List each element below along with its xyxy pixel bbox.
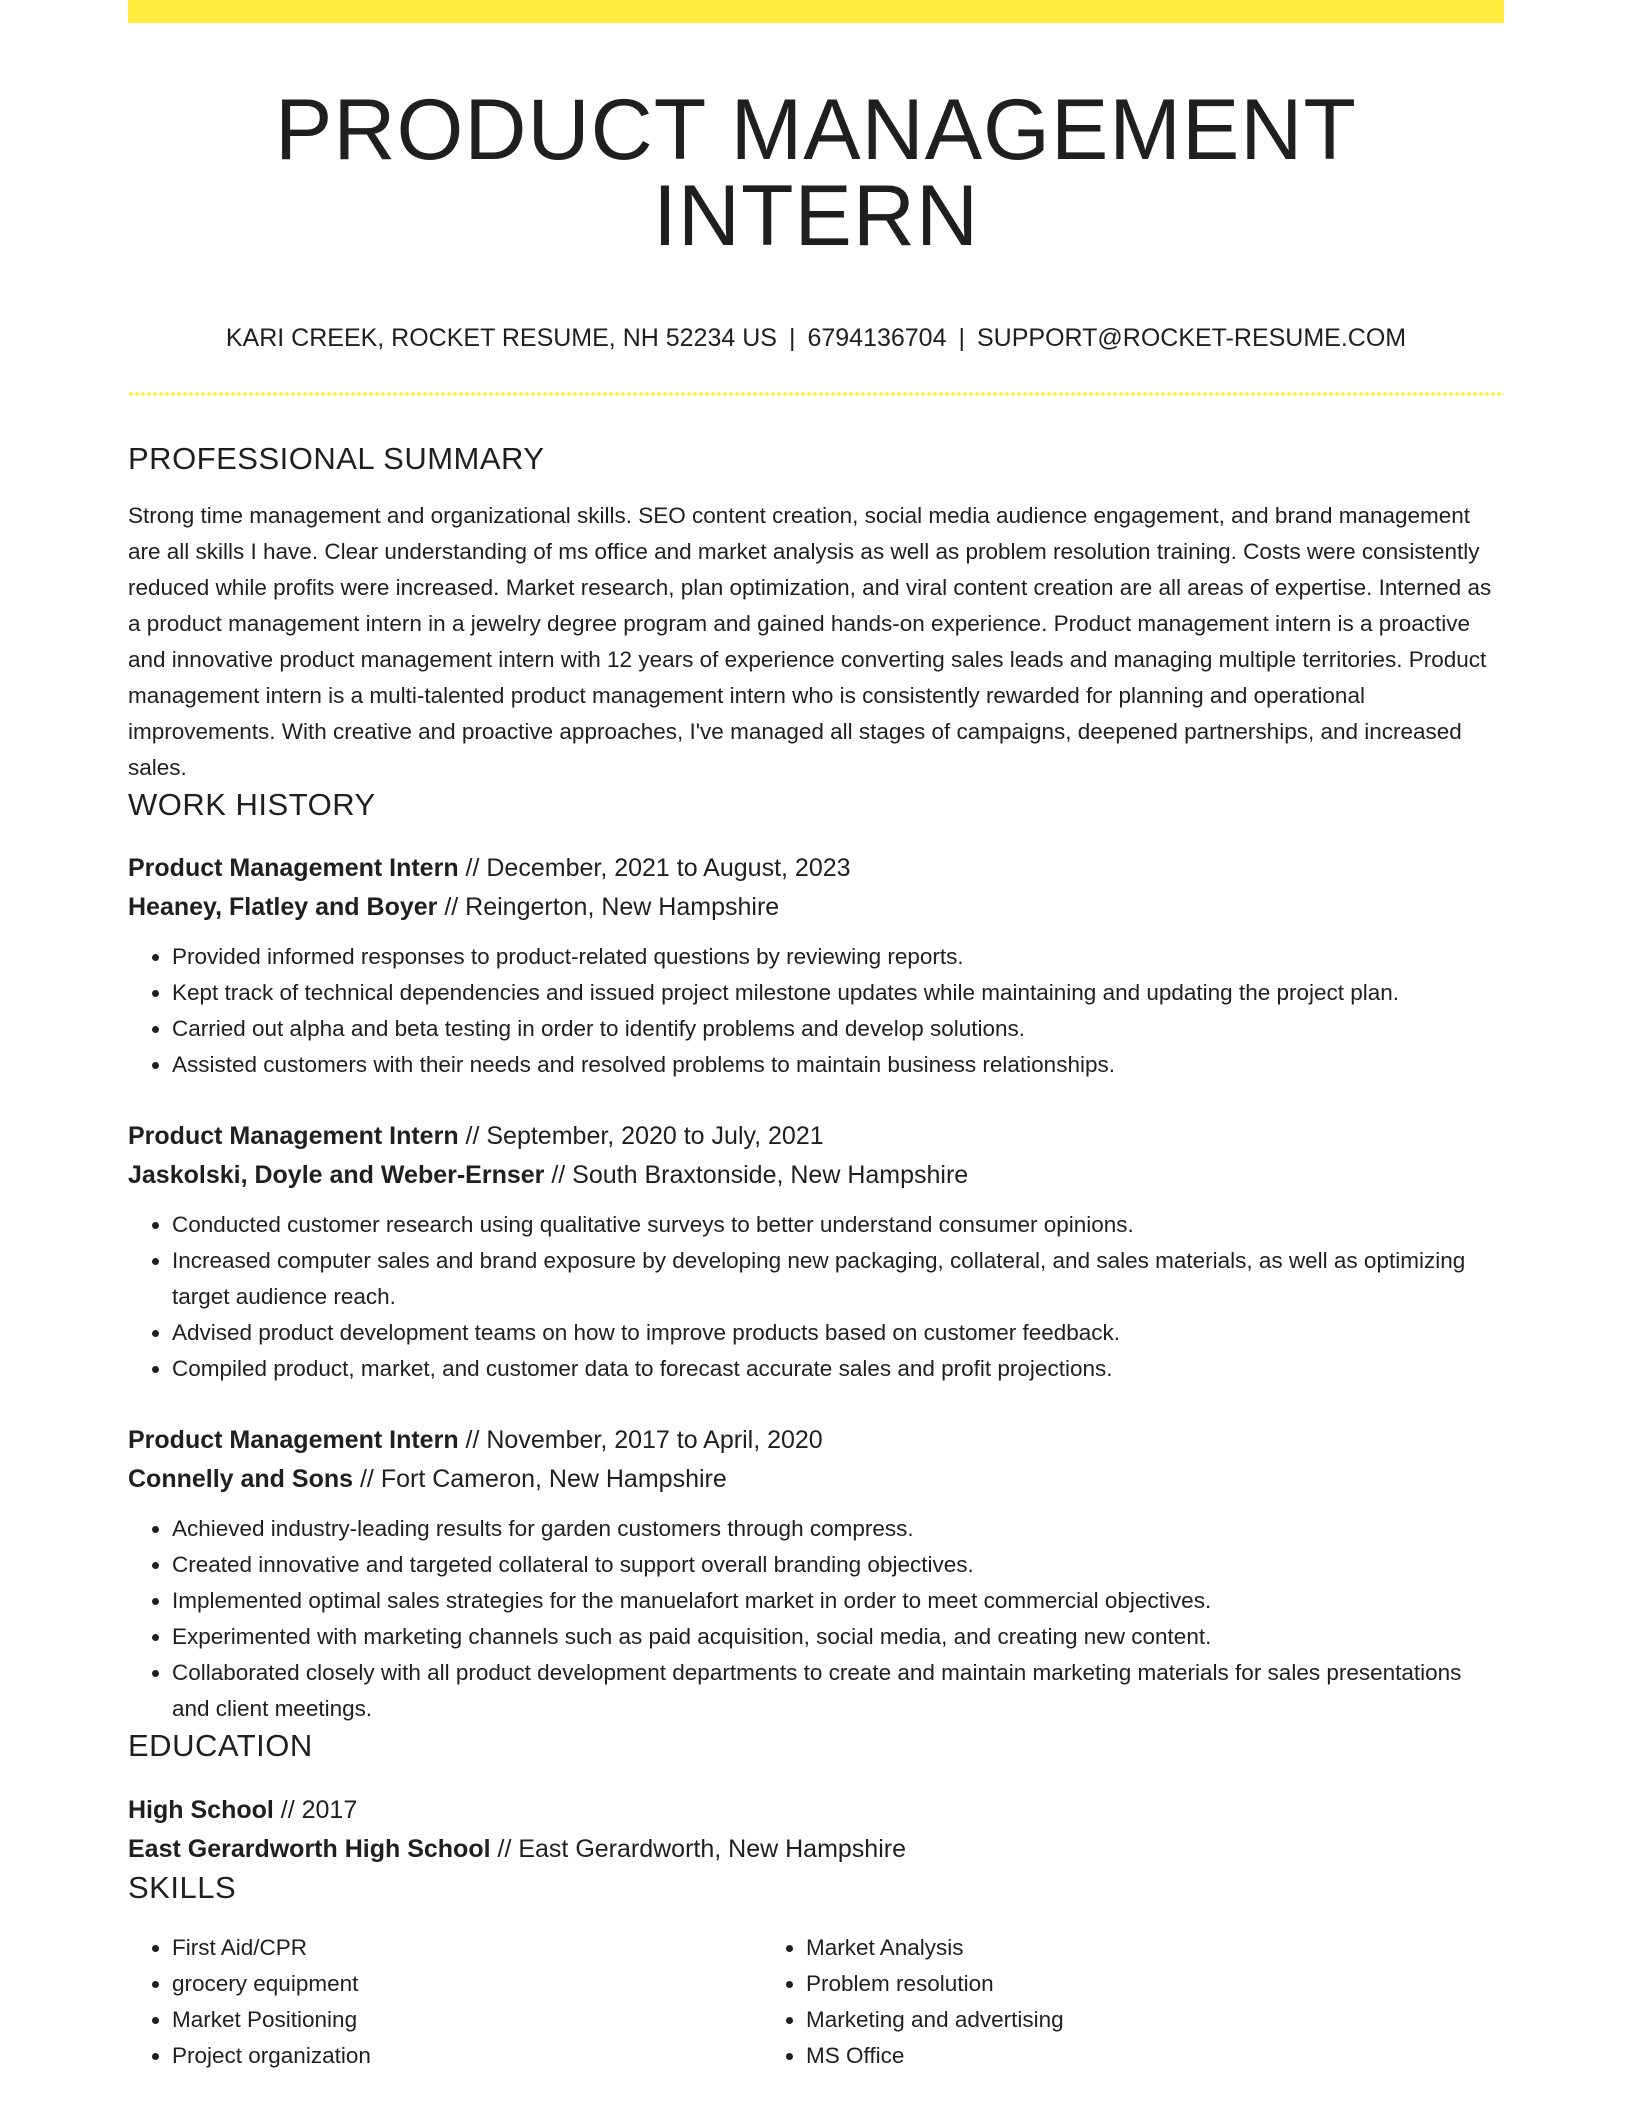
job-entry bbox=[128, 1421, 1504, 1727]
list-item: • Advised product development teams on how to improve products based on customer feedback. bbox=[172, 1315, 1504, 1351]
page-title: PRODUCT MANAGEMENT INTERN bbox=[275, 82, 1357, 264]
job-location: // South Braxtonside, New Hampshire bbox=[544, 1161, 969, 1190]
contact-address: KARI CREEK, ROCKET RESUME, NH 52234 US bbox=[225, 324, 777, 352]
education-school: East Gerardworth High School bbox=[128, 1834, 491, 1863]
skill-item: • Marketing and advertising bbox=[806, 2002, 1504, 2038]
job-title: Product Management Intern bbox=[128, 1426, 459, 1455]
top-accent-bar bbox=[128, 0, 1504, 23]
job-entry bbox=[128, 849, 1504, 1083]
job-dates: // November, 2017 to April, 2020 bbox=[458, 1426, 823, 1455]
job-location: // Reingerton, New Hampshire bbox=[437, 893, 780, 922]
job-bullets bbox=[128, 939, 1504, 1083]
contact-separator: | bbox=[958, 324, 965, 352]
skills-list-right bbox=[762, 1930, 1504, 2074]
resume-page bbox=[128, 0, 1504, 2074]
skills-list-left bbox=[128, 1930, 762, 2074]
list-item: • Provided informed responses to product-related questions by reviewing reports. bbox=[172, 939, 1504, 975]
list-item: • Collaborated closely with all product development departments to create and maintain marketing materials for sales presentations and client meetings. bbox=[172, 1655, 1504, 1727]
job-title: Product Management Intern bbox=[128, 1122, 459, 1151]
list-item: • Achieved industry-leading results for garden customers through compress. bbox=[172, 1511, 1504, 1547]
work-history-heading: WORK HISTORY bbox=[128, 787, 376, 823]
job-company-line bbox=[128, 888, 1504, 927]
summary-text: Strong time management and organizational skills. SEO content creation, social media audience engagement, and brand management are all skills I have. Clear understanding of ms office and market analysis as well as problem resolution training. Costs were consistently reduced while profits were increased. Market research, plan optimization, and viral content creation are all areas of expertise. Interned as a product management intern in a jewelry degree program and gained hands-on experience. Product management intern is a proactive and innovative product management intern with 12 years of experience converting sales leads and managing multiple territories. Product management intern is a multi-talented product management intern who is consistently rewarded for planning and operational improvements. With creative and proactive approaches, I've managed all stages of campaigns, deepened partnerships, and increased sales. bbox=[128, 503, 1492, 781]
list-item: • Experimented with marketing channels such as paid acquisition, social media, and creating new content. bbox=[172, 1619, 1504, 1655]
list-item: • Implemented optimal sales strategies for the manuelafort market in order to meet commercial objectives. bbox=[172, 1583, 1504, 1619]
skills-columns bbox=[128, 1930, 1504, 2074]
dotted-divider bbox=[128, 392, 1504, 396]
education-year: // 2017 bbox=[273, 1795, 358, 1824]
education-degree-line bbox=[128, 1791, 1504, 1830]
education-location: // East Gerardworth, New Hampshire bbox=[490, 1834, 906, 1863]
job-company-line bbox=[128, 1460, 1504, 1499]
job-dates: // September, 2020 to July, 2021 bbox=[458, 1122, 824, 1151]
list-item: • Assisted customers with their needs and resolved problems to maintain business relationships. bbox=[172, 1047, 1504, 1083]
skill-item: • First Aid/CPR bbox=[172, 1930, 762, 1966]
skill-item: • Project organization bbox=[172, 2038, 762, 2074]
job-entry bbox=[128, 1117, 1504, 1387]
education-school-line bbox=[128, 1830, 1504, 1869]
job-title-line bbox=[128, 849, 1504, 888]
list-item: • Created innovative and targeted collateral to support overall branding objectives. bbox=[172, 1547, 1504, 1583]
contact-email: SUPPORT@ROCKET-RESUME.COM bbox=[977, 324, 1407, 352]
job-title-line bbox=[128, 1421, 1504, 1460]
list-item: • Carried out alpha and beta testing in order to identify problems and develop solutions. bbox=[172, 1011, 1504, 1047]
job-company: Jaskolski, Doyle and Weber-Ernser bbox=[128, 1161, 545, 1190]
list-item: • Kept track of technical dependencies and issued project milestone updates while maintaining and updating the project plan. bbox=[172, 975, 1504, 1011]
summary-heading: PROFESSIONAL SUMMARY bbox=[128, 441, 545, 476]
job-company: Heaney, Flatley and Boyer bbox=[128, 893, 438, 922]
job-dates: // December, 2021 to August, 2023 bbox=[458, 854, 851, 883]
contact-phone: 6794136704 bbox=[807, 324, 947, 352]
skill-item: • grocery equipment bbox=[172, 1966, 762, 2002]
job-location: // Fort Cameron, New Hampshire bbox=[353, 1465, 727, 1494]
education-degree: High School bbox=[128, 1795, 274, 1824]
list-item: • Conducted customer research using qualitative surveys to better understand consumer opinions. bbox=[172, 1207, 1504, 1243]
skills-heading: SKILLS bbox=[128, 1869, 237, 1905]
job-company: Connelly and Sons bbox=[128, 1465, 354, 1494]
job-bullets bbox=[128, 1207, 1504, 1387]
job-company-line bbox=[128, 1156, 1504, 1195]
education-heading: EDUCATION bbox=[128, 1728, 313, 1764]
skill-item: • Problem resolution bbox=[806, 1966, 1504, 2002]
list-item: • Compiled product, market, and customer data to forecast accurate sales and profit projections. bbox=[172, 1351, 1504, 1387]
skill-item: • Market Analysis bbox=[806, 1930, 1504, 1966]
contact-line bbox=[128, 323, 1504, 353]
job-title: Product Management Intern bbox=[128, 854, 459, 883]
education-entry bbox=[128, 1791, 1504, 1869]
job-title-line bbox=[128, 1117, 1504, 1156]
skill-item: • MS Office bbox=[806, 2038, 1504, 2074]
contact-separator: | bbox=[788, 324, 796, 352]
skill-item: • Market Positioning bbox=[172, 2002, 762, 2038]
list-item: • Increased computer sales and brand exposure by developing new packaging, collateral, and sales materials, as well as optimizing target audience reach. bbox=[172, 1243, 1504, 1315]
job-bullets bbox=[128, 1511, 1504, 1727]
